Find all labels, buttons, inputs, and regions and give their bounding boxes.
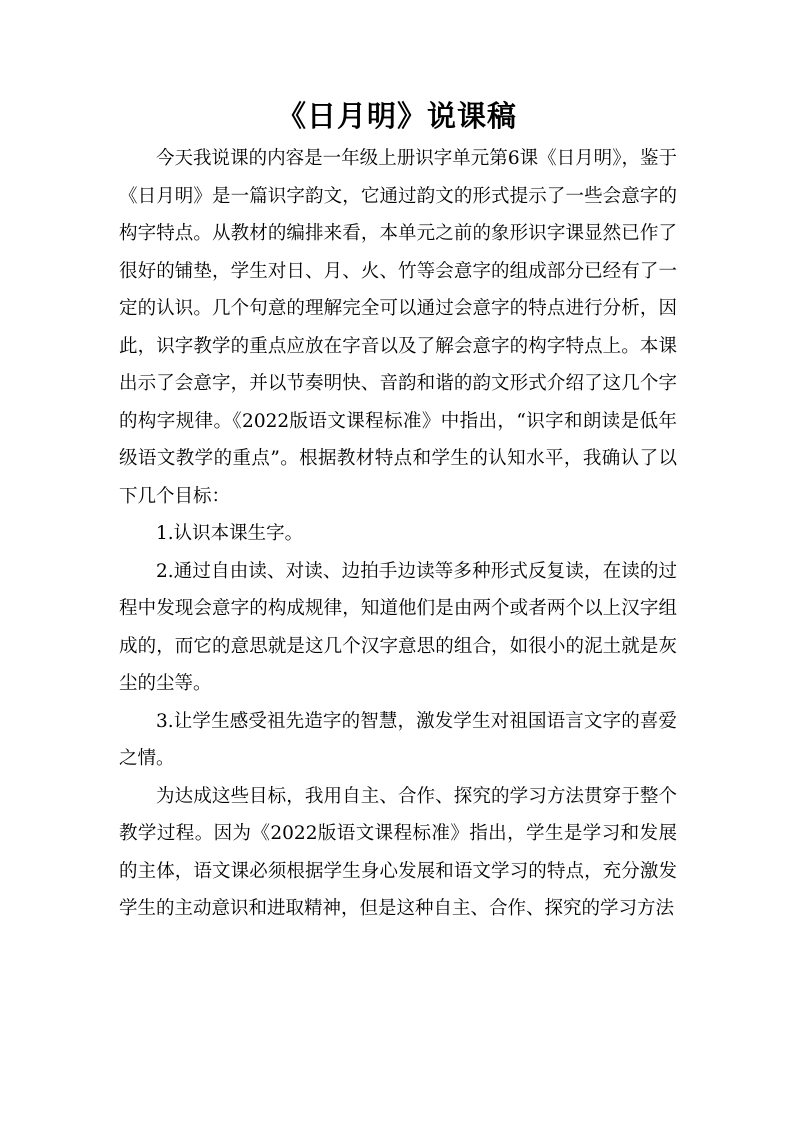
- paragraph-intro: 今天我说课的内容是一年级上册识字单元第6课《日月明》，鉴于《日月明》是一篇识字韵文，它通过韵文的形式提示了一些会意字的构字特点。从教材的编排来看，本单元之前的象形识字课显然已作了很好的铺垫，学生对日、月、火、竹等会意字的组成部分已经有了一定的认识。几个句意的理解完全可以通过会意字的特点进行分析，因此，识字教学的重点应放在字音以及了解会意字的构字特点上。本课出示了会意字，并以节奏明快、音韵和谐的韵文形式介绍了这几个字的构字规律。《2022版语文课程标准》中指出，“识字和朗读是低年级语文教学的重点”。根据教材特点和学生的认知水平，我确认了以下几个目标：: [119, 148, 677, 507]
- paragraph-goal-2: 2.通过自由读、对读、边拍手边读等多种形式反复读，在读的过程中发现会意字的构成规律，知道他们是由两个或者两个以上汉字组成的，而它的意思就是这几个汉字意思的组合，如很小的泥土就是灰尘的尘等。: [119, 560, 677, 694]
- page-title: 《日月明》说课稿: [276, 99, 517, 133]
- document-body: [119, 140, 677, 928]
- paragraph-goal-3: 3.让学生感受祖先造字的智慧，激发学生对祖国语言文字的喜爱之情。: [119, 710, 677, 769]
- paragraph-goal-1: 1.认识本课生字。: [156, 523, 304, 544]
- paragraph-method: 为达成这些目标，我用自主、合作、探究的学习方法贯穿于整个教学过程。因为《2022版语文课程标准》指出，学生是学习和发展的主体，语文课必须根据学生身心发展和语文学习的特点，充分激发学生的主动意识和进取精神，但是这种自主、合作、探究的学习方法: [119, 785, 677, 919]
